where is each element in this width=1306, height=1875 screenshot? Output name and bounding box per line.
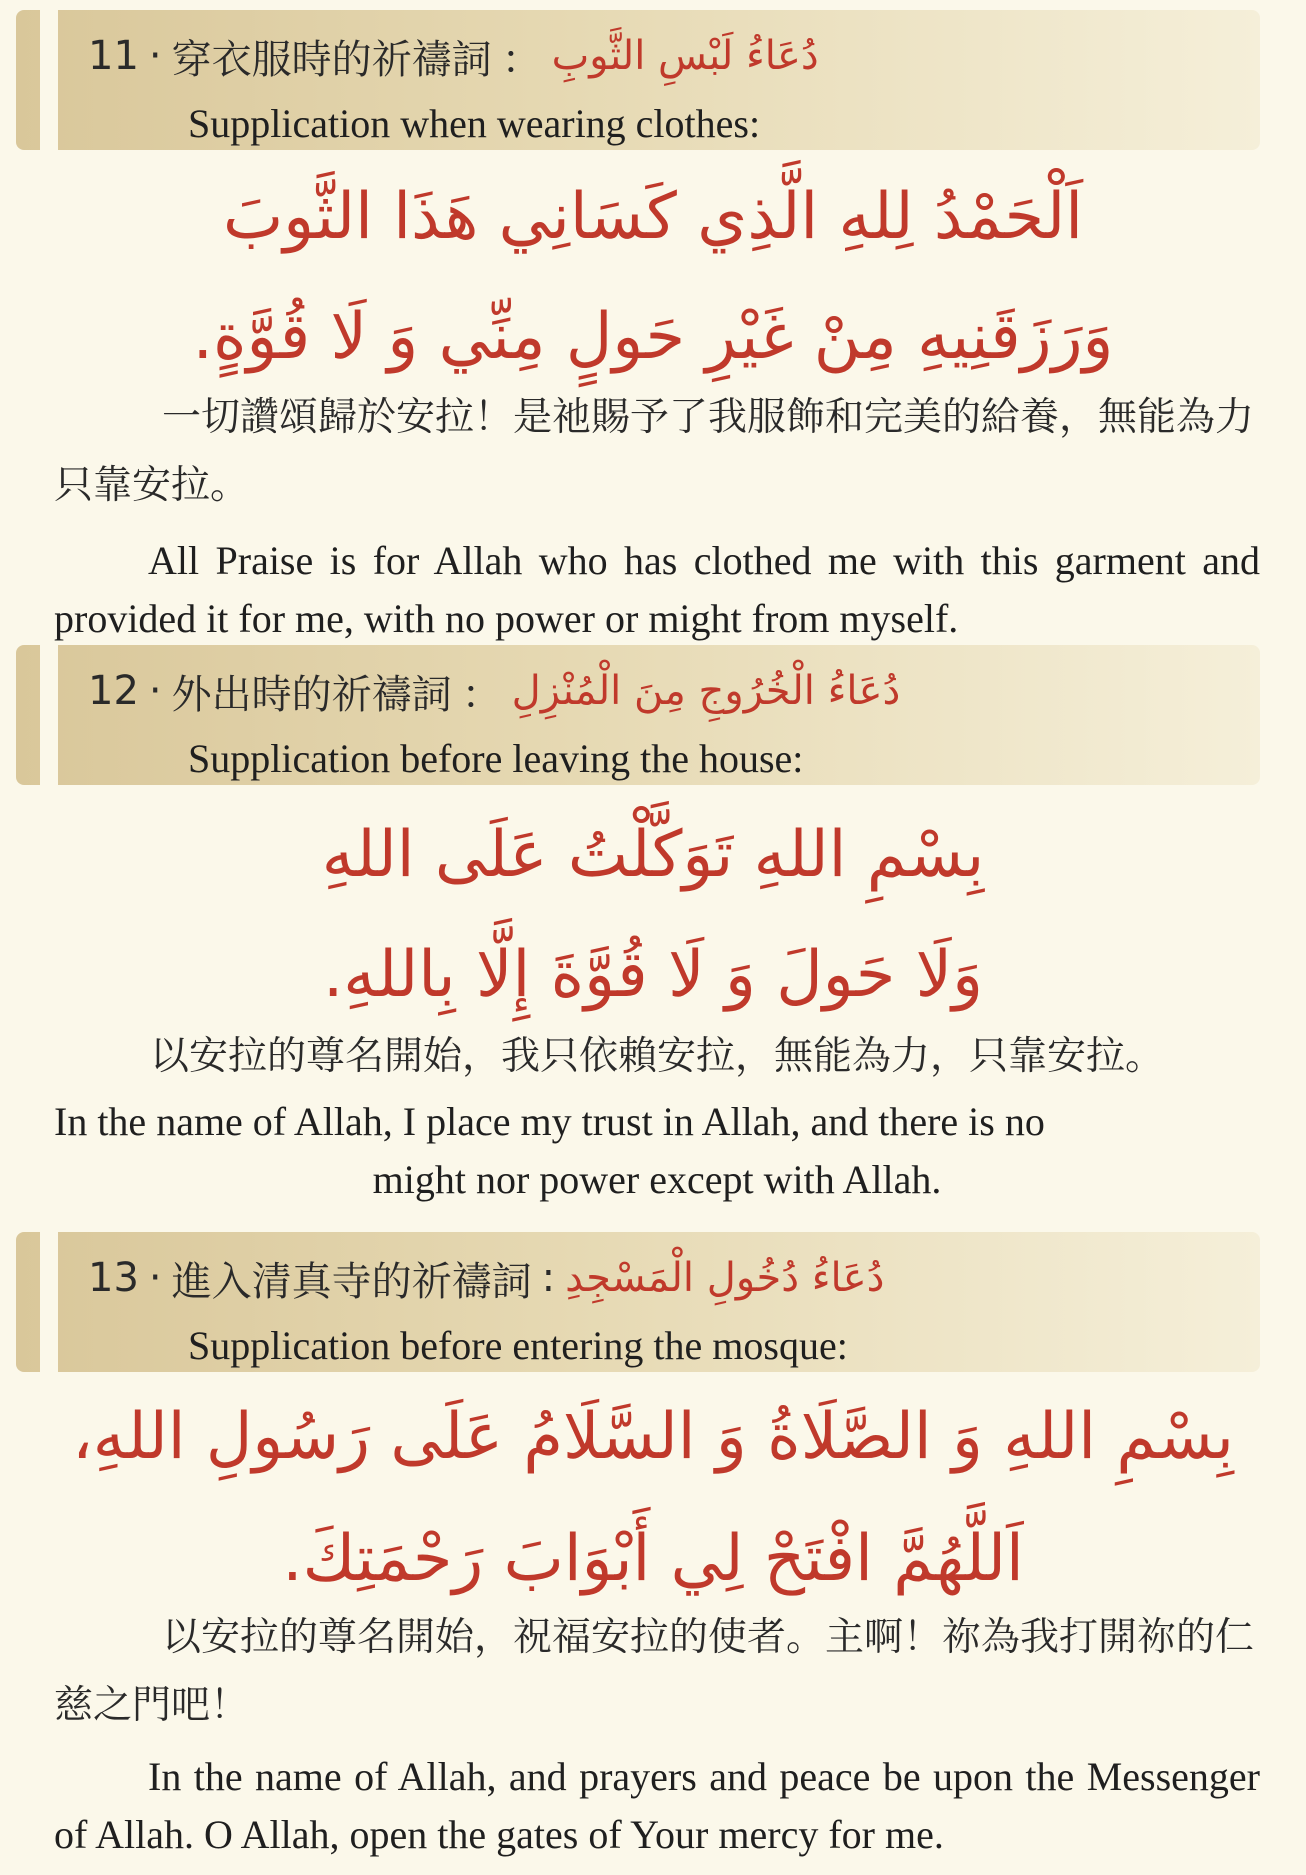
- arabic-line-2: اَللَّهُمَّ افْتَحْ لِي أَبْوَابَ رَحْمَتِكَ.: [282, 1522, 1024, 1596]
- header-accent-bar: [40, 10, 58, 150]
- translation-english-line-2: might nor power except with Allah.: [372, 1157, 942, 1202]
- arabic-line-1: بِسْمِ اللهِ تَوَكَّلْتُ عَلَى اللهِ: [321, 818, 985, 892]
- arabic-line-2: وَلَا حَولَ وَ لَا قُوَّةَ إِلَّا بِاللهِ.: [322, 938, 984, 1012]
- arabic-line-1: اَلْحَمْدُ لِلهِ الَّذِي كَسَانِي هَذَا الثَّوبَ: [222, 180, 1084, 254]
- arabic-line-2: وَرَزَقَنِيهِ مِنْ غَيْرِ حَولٍ مِنِّي وَ لَا قُوَّةٍ.: [192, 300, 1114, 374]
- header-title-row: [88, 28, 819, 84]
- title-arabic: دُعَاءُ الْخُرُوجِ مِنَ الْمُنْزِلِ: [511, 668, 901, 714]
- title-arabic: دُعَاءُ دُخُولِ الْمَسْجِدِ: [565, 1255, 885, 1301]
- title-english: Supplication when wearing clothes:: [188, 101, 761, 146]
- header-accent-bar: [40, 645, 58, 785]
- section-header: [16, 1232, 1260, 1372]
- header-title-row: [88, 663, 900, 719]
- title-colon: ：: [461, 671, 502, 718]
- section-number: 13: [88, 1255, 139, 1301]
- title-chinese: 穿衣服時的祈禱詞: [171, 36, 492, 83]
- section-number: 11: [88, 33, 139, 79]
- header-title-row: [88, 1250, 884, 1306]
- title-chinese: 進入清真寺的祈禱詞: [171, 1258, 532, 1305]
- title-colon: ：: [501, 36, 542, 83]
- title-english: Supplication before entering the mosque:: [188, 1323, 848, 1368]
- translation-chinese: 以安拉的尊名開始，祝福安拉的使者。主啊！祢為我打開祢的仁慈之門吧！: [54, 1615, 1255, 1728]
- arabic-line-1: بِسْمِ اللهِ وَ الصَّلَاةُ وَ السَّلَامُ عَلَى رَسُولِ اللهِ،: [72, 1400, 1234, 1474]
- title-english: Supplication before leaving the house:: [188, 736, 804, 781]
- title-arabic: دُعَاءُ لَبْسِ الثَّوبِ: [551, 33, 819, 79]
- header-accent-bar: [40, 1232, 58, 1372]
- separator-dot: ·: [148, 33, 162, 79]
- separator-dot: ·: [148, 1255, 162, 1301]
- translation-english: [54, 1093, 1260, 1209]
- section-header: [16, 10, 1260, 150]
- title-chinese: 外出時的祈禱詞: [171, 671, 452, 718]
- translation-chinese: 以安拉的尊名開始，我只依賴安拉，無能為力，只靠安拉。: [149, 1034, 1164, 1079]
- section-header: [16, 645, 1260, 785]
- title-colon: :: [541, 1255, 556, 1301]
- section-number: 12: [88, 668, 139, 714]
- translation-chinese: 一切讚頌歸於安拉！是祂賜予了我服飾和完美的給養，無能為力只靠安拉。: [54, 395, 1255, 508]
- translation-english: All Praise is for Allah who has clothed me with this garment and provided it for me, with no power or might from myself.: [54, 538, 1260, 641]
- separator-dot: ·: [148, 668, 162, 714]
- translation-english: In the name of Allah, and prayers and peace be upon the Messenger of Allah. O Allah, open the gates of Your mercy for me.: [54, 1754, 1260, 1857]
- translation-english-line-1: In the name of Allah, I place my trust in Allah, and there is no: [54, 1099, 1045, 1144]
